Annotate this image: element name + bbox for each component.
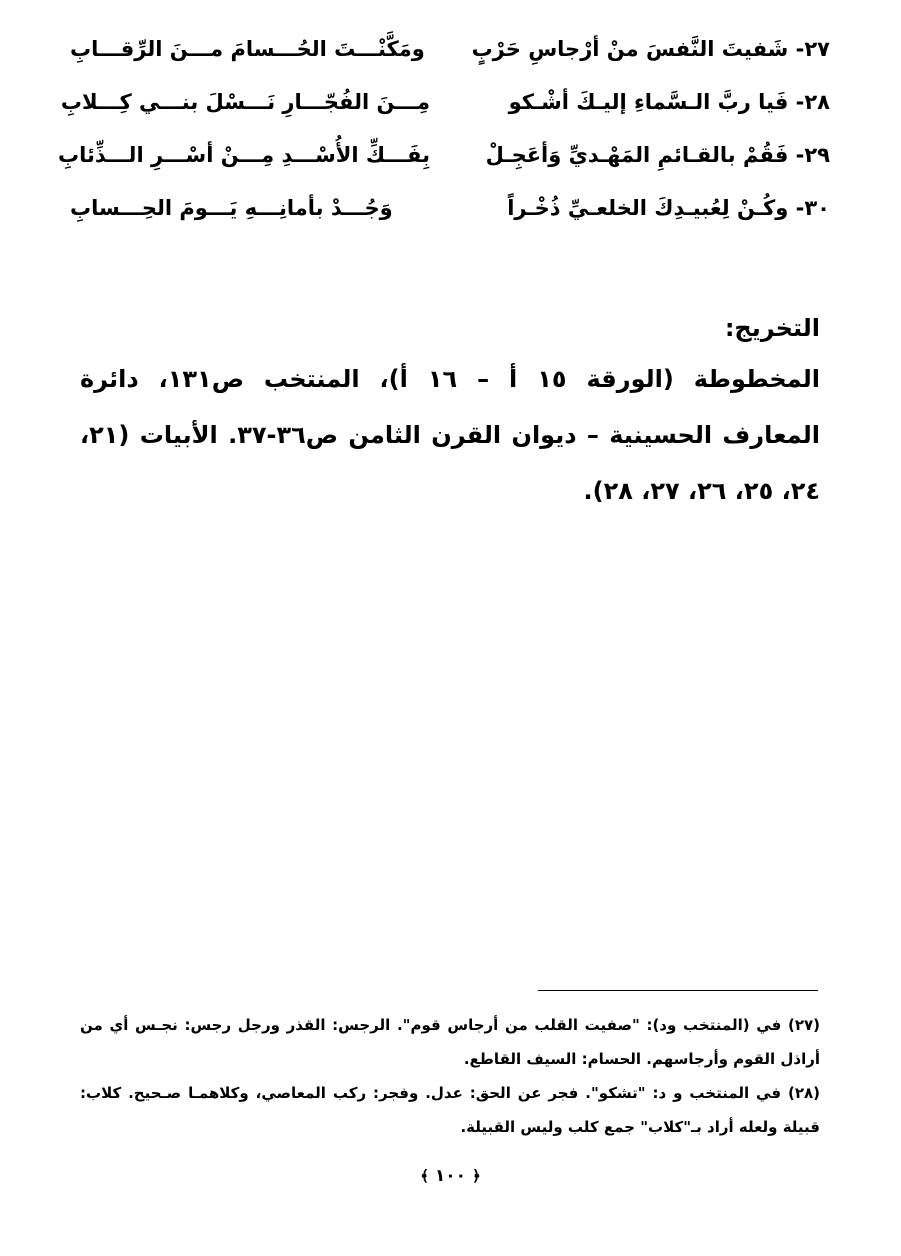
ornament-left-icon: ﴾ bbox=[420, 1167, 429, 1185]
poem-verse bbox=[70, 22, 830, 75]
verse-second-hemistich: بِفَـــكِّ الأُسْـــدِ مِـــنْ أسْـــرِ الـــذِّئابِ bbox=[58, 142, 430, 167]
verse-second-hemistich: ومَكَّنْـــتَ الحُـــسامَ مـــنَ الرِّقـــابِ bbox=[70, 36, 425, 61]
takhrij-heading: التخريج: bbox=[724, 314, 820, 342]
ornament-right-icon: ﴿ bbox=[471, 1167, 481, 1185]
verse-first-hemistich: ٢٨- فَيا ربَّ الـسَّماءِ إليـكَ أشْـكو bbox=[508, 89, 830, 114]
verse-second-hemistich: مِـــنَ الفُجّـــارِ نَـــسْلَ بنـــي كِـــلابِ bbox=[60, 89, 430, 114]
page-number-value: ١٠٠ bbox=[434, 1166, 467, 1186]
poem-verse bbox=[58, 128, 830, 181]
page-number bbox=[0, 1166, 901, 1186]
verse-first-hemistich: ٣٠- وكُـنْ لِعُبيـدِكَ الخلعـيِّ ذُخْـراً bbox=[507, 195, 830, 220]
takhrij-body: المخطوطة (الورقة ١٥ أ – ١٦ أ)، المنتخب ص١٣١، دائرة المعارف الحسينية – ديوان القرن الثامن ص٣٦-٣٧. الأبيات (٢١، ٢٤، ٢٥، ٢٦، ٢٧، ٢٨). bbox=[80, 365, 821, 505]
verse-first-hemistich: ٢٩- فَقُمْ بالقـائمِ المَهْـديِّ وَأعَجِـلْ bbox=[485, 142, 830, 167]
takhrij-section bbox=[80, 305, 820, 519]
footnote-separator bbox=[538, 990, 818, 991]
footnote: (٢٧) في (المنتخب ود): "صفيت القلب من أرجاس قوم". الرجس: القذر ورجل رجس: نجـس أي من أراذل القوم وأرجاسهم. الحسام: السيف القاطع. bbox=[80, 1016, 820, 1068]
poem-verse bbox=[60, 75, 830, 128]
poem-verse bbox=[70, 181, 830, 234]
footnotes bbox=[80, 1008, 820, 1144]
verse-second-hemistich: وَجُـــدْ بأمانِـــهِ يَـــومَ الحِـــسابِ bbox=[70, 195, 393, 220]
verse-first-hemistich: ٢٧- شَفيتَ النَّفسَ منْ أرْجاسِ حَرْبٍ bbox=[471, 36, 830, 61]
footnote: (٢٨) في المنتخب و د: "تشكو". فجر عن الحق: عدل. وفجر: ركب المعاصي، وكلاهمـا صـحيح. كلاب: قبيلة ولعله أراد بـ"كلاب" جمع كلب وليس القبيلة. bbox=[80, 1084, 820, 1136]
poem-block bbox=[58, 22, 830, 234]
